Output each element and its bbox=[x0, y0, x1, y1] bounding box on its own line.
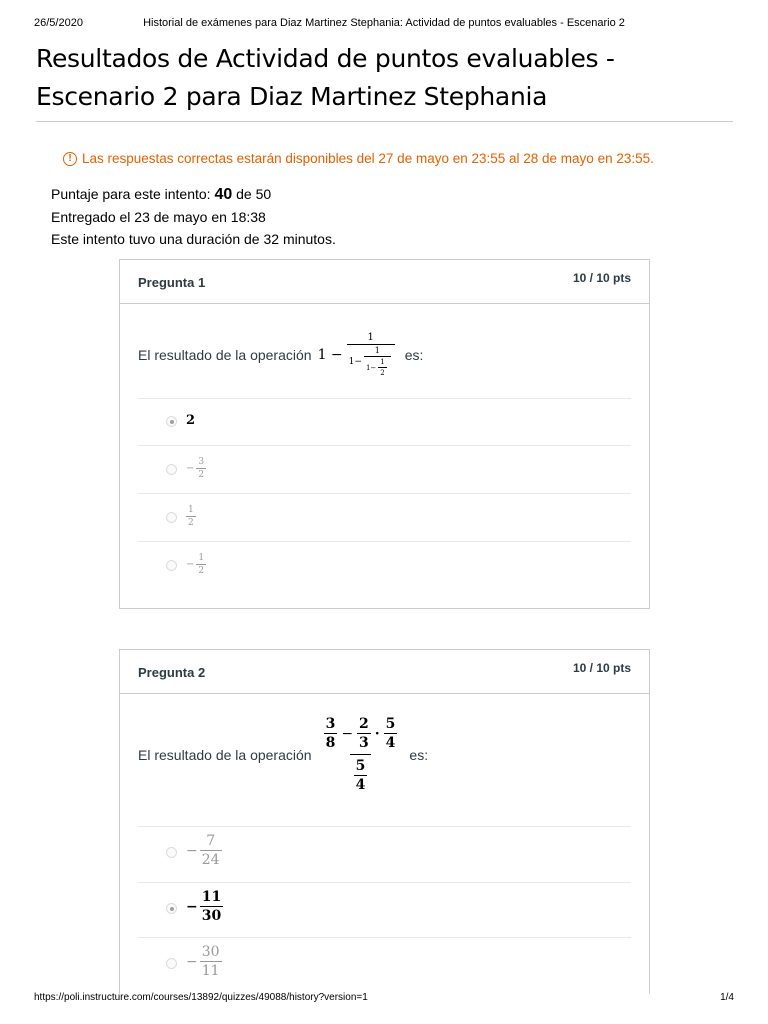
answer-radio-selected[interactable] bbox=[166, 903, 177, 914]
expr-inner-numerator: 1 bbox=[380, 358, 385, 366]
answer-fraction bbox=[186, 505, 196, 528]
answer-option[interactable] bbox=[138, 826, 631, 882]
prompt-text: El resultado de la operación bbox=[138, 746, 312, 763]
answer-fraction bbox=[200, 833, 222, 868]
answer-radio[interactable] bbox=[166, 560, 177, 571]
answer-option[interactable] bbox=[138, 493, 631, 541]
answer-numerator: 3 bbox=[198, 457, 205, 467]
answer-option[interactable] bbox=[138, 445, 631, 493]
fraction-denominator: 3 bbox=[359, 735, 369, 751]
score-total: de 50 bbox=[236, 186, 272, 202]
expr-nested-numerator: 1 bbox=[374, 346, 380, 355]
times-operator: · bbox=[374, 725, 380, 742]
answer-option[interactable] bbox=[138, 882, 631, 937]
print-header bbox=[34, 17, 734, 31]
expression bbox=[318, 716, 404, 793]
score-value: 40 bbox=[214, 186, 233, 203]
fraction-numerator: 5 bbox=[355, 758, 366, 774]
answer-value bbox=[186, 505, 198, 528]
fraction-numerator: 2 bbox=[359, 716, 369, 732]
page-url: https://poli.instructure.com/courses/13892/quizzes/49088/history?version=1 bbox=[34, 992, 368, 1003]
score-line bbox=[51, 183, 336, 206]
expr-inner-denominator: 2 bbox=[380, 369, 385, 377]
answer-radio[interactable] bbox=[166, 958, 177, 969]
expression bbox=[318, 332, 397, 377]
expr-lead: 1 − bbox=[317, 346, 343, 363]
answers-availability-notice bbox=[63, 151, 654, 166]
prompt-suffix: es: bbox=[404, 346, 424, 363]
expr-fraction bbox=[347, 332, 395, 377]
answer-sign: − bbox=[186, 898, 198, 915]
answer-fraction bbox=[196, 553, 206, 576]
answer-option[interactable] bbox=[138, 937, 631, 992]
alert-circle-icon: ! bbox=[63, 152, 77, 166]
answer-radio[interactable] bbox=[166, 847, 177, 858]
answer-denominator: 2 bbox=[198, 470, 205, 480]
answer-radio[interactable] bbox=[166, 464, 177, 475]
duration-line: Este intento tuvo una duración de 32 minutos. bbox=[51, 231, 336, 247]
expr-den-lead: 1− bbox=[348, 356, 362, 367]
answer-denominator: 30 bbox=[201, 908, 222, 924]
expr-inner-lead: 1− bbox=[365, 363, 377, 372]
page-number: 1/4 bbox=[720, 992, 734, 1003]
expr-inner-fraction bbox=[378, 358, 386, 377]
fraction-denominator: 8 bbox=[325, 735, 336, 751]
question-prompt bbox=[138, 716, 428, 793]
fraction-numerator: 5 bbox=[385, 716, 396, 732]
question-card-1 bbox=[119, 259, 650, 609]
expr-fraction-a bbox=[324, 716, 338, 751]
answer-value: 2 bbox=[186, 413, 196, 428]
question-prompt bbox=[138, 332, 423, 377]
answer-radio[interactable] bbox=[166, 512, 177, 523]
answer-denominator: 2 bbox=[198, 566, 205, 576]
question-card-2 bbox=[119, 649, 650, 994]
answer-fraction bbox=[196, 457, 206, 480]
fraction-denominator: 4 bbox=[355, 777, 366, 793]
answer-fraction bbox=[200, 944, 222, 979]
answer-denominator: 24 bbox=[201, 852, 220, 868]
answer-radio-selected[interactable] bbox=[166, 416, 177, 427]
print-date: 26/5/2020 bbox=[34, 17, 83, 29]
answer-value bbox=[186, 944, 224, 979]
expr-main-fraction bbox=[320, 716, 402, 793]
expr-denominator bbox=[347, 344, 395, 377]
attempt-summary bbox=[51, 183, 336, 250]
answer-value bbox=[186, 553, 208, 576]
page-title: Resultados de Actividad de puntos evaluables - Escenario 2 para Diaz Martinez Stephania bbox=[36, 44, 615, 111]
question-title: Pregunta 1 bbox=[138, 275, 206, 290]
expr-main-numerator bbox=[320, 716, 402, 754]
answer-sign: − bbox=[186, 842, 198, 859]
question-title: Pregunta 2 bbox=[138, 665, 206, 680]
fraction-numerator: 3 bbox=[325, 716, 336, 732]
answer-sign: − bbox=[186, 463, 195, 474]
answer-sign: − bbox=[186, 953, 198, 970]
prompt-text: El resultado de la operación bbox=[138, 346, 312, 363]
prompt-suffix: es: bbox=[409, 746, 429, 763]
answer-numerator: 7 bbox=[206, 833, 216, 849]
answer-numerator: 1 bbox=[198, 553, 205, 563]
expr-numerator: 1 bbox=[367, 332, 374, 343]
answer-list bbox=[138, 398, 631, 589]
expr-nested-fraction bbox=[364, 346, 391, 377]
expr-main-denominator bbox=[350, 754, 372, 793]
answer-denominator: 2 bbox=[188, 518, 194, 528]
minus-operator: − bbox=[341, 725, 354, 742]
print-document-title: Historial de exámenes para Diaz Martinez Stephania: Actividad de puntos evaluables - Escenario 2 bbox=[143, 17, 625, 29]
answer-list bbox=[138, 826, 631, 992]
question-points: 10 / 10 pts bbox=[572, 661, 631, 675]
answer-option[interactable] bbox=[138, 398, 631, 445]
answer-value bbox=[186, 889, 225, 924]
answer-fraction bbox=[200, 889, 223, 924]
print-footer bbox=[34, 992, 734, 1006]
answer-value bbox=[186, 833, 224, 868]
expr-nested-denominator bbox=[364, 356, 391, 377]
question-header bbox=[120, 650, 649, 694]
answer-value bbox=[186, 457, 208, 480]
answer-numerator: 11 bbox=[201, 889, 222, 905]
fraction-denominator: 4 bbox=[385, 735, 396, 751]
answer-sign: − bbox=[186, 559, 195, 570]
title-divider bbox=[36, 121, 733, 122]
answer-numerator: 1 bbox=[188, 505, 194, 515]
score-label: Puntaje para este intento: bbox=[51, 186, 211, 202]
notice-text: Las respuestas correctas estarán disponibles del 27 de mayo en 23:55 al 28 de mayo en 23:55. bbox=[82, 151, 654, 166]
question-points: 10 / 10 pts bbox=[572, 271, 631, 285]
expr-fraction-b bbox=[357, 716, 371, 751]
expr-fraction-c bbox=[384, 716, 398, 751]
question-header bbox=[120, 260, 649, 304]
answer-option[interactable] bbox=[138, 541, 631, 589]
answer-denominator: 11 bbox=[201, 963, 220, 979]
answer-numerator: 30 bbox=[201, 944, 220, 960]
expr-fraction-d bbox=[354, 758, 368, 793]
submitted-line: Entregado el 23 de mayo en 18:38 bbox=[51, 209, 266, 225]
